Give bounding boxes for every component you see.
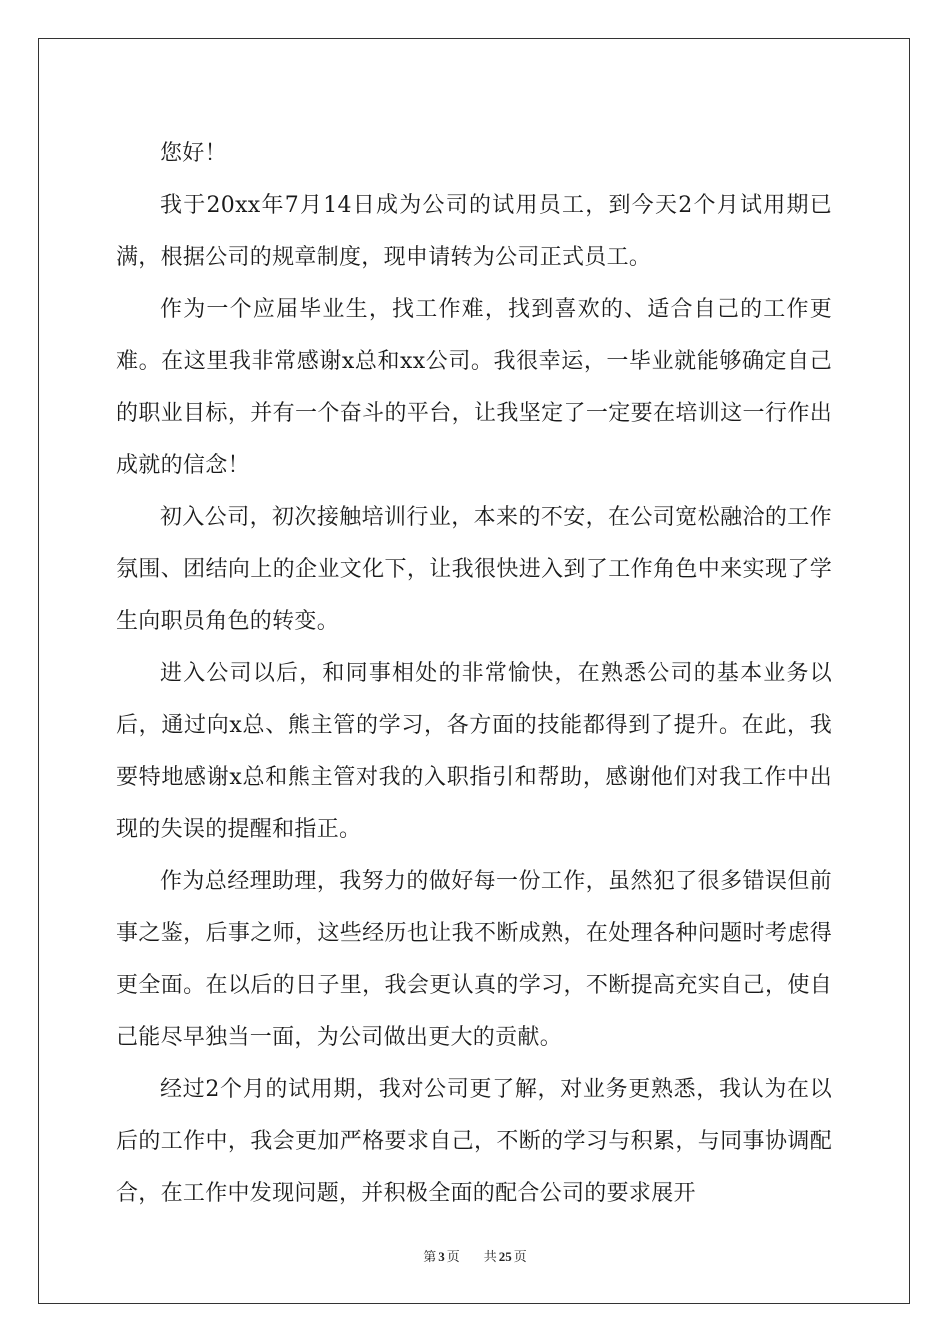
body-paragraph: 作为一个应届毕业生，找工作难，找到喜欢的、适合自己的工作更难。在这里我非常感谢x总和xx公司。我很幸运，一毕业就能够确定自己的职业目标，并有一个奋斗的平台，让我坚定了一定要在培训这一行作出成就的信念！ <box>116 297 832 478</box>
body-paragraph: 作为总经理助理，我努力的做好每一份工作，虽然犯了很多错误但前事之鉴，后事之师，这些经历也让我不断成熟，在处理各种问题时考虑得更全面。在以后的日子里，我会更认真的学习，不断提高充实自己，使自己能尽早独当一面，为公司做出更大的贡献。 <box>116 869 832 1050</box>
total-suffix: 页 <box>513 1249 527 1264</box>
greeting-paragraph: 您好！ <box>160 141 227 166</box>
document-body <box>116 128 832 1220</box>
page-number: 3 <box>438 1249 445 1264</box>
body-paragraph: 经过2个月的试用期，我对公司更了解，对业务更熟悉，我认为在以后的工作中，我会更加严格要求自己，不断的学习与积累，与同事协调配合，在工作中发现问题，并积极全面的配合公司的要求展开 <box>116 1077 832 1206</box>
page-footer <box>0 1246 950 1265</box>
body-paragraph: 我于20xx年7月14日成为公司的试用员工，到今天2个月试用期已满，根据公司的规章制度，现申请转为公司正式员工。 <box>116 193 832 270</box>
body-paragraph: 进入公司以后，和同事相处的非常愉快，在熟悉公司的基本业务以后，通过向x总、熊主管的学习，各方面的技能都得到了提升。在此，我要特地感谢x总和熊主管对我的入职指引和帮助，感谢他们对我工作中出现的失误的提醒和指正。 <box>116 661 832 842</box>
total-pages: 25 <box>498 1249 512 1264</box>
page-suffix: 页 <box>446 1249 460 1264</box>
page-prefix: 第 <box>423 1249 437 1264</box>
total-prefix: 共 <box>483 1249 497 1264</box>
body-paragraph: 初入公司，初次接触培训行业，本来的不安，在公司宽松融洽的工作氛围、团结向上的企业文化下，让我很快进入到了工作角色中来实现了学生向职员角色的转变。 <box>116 505 832 634</box>
